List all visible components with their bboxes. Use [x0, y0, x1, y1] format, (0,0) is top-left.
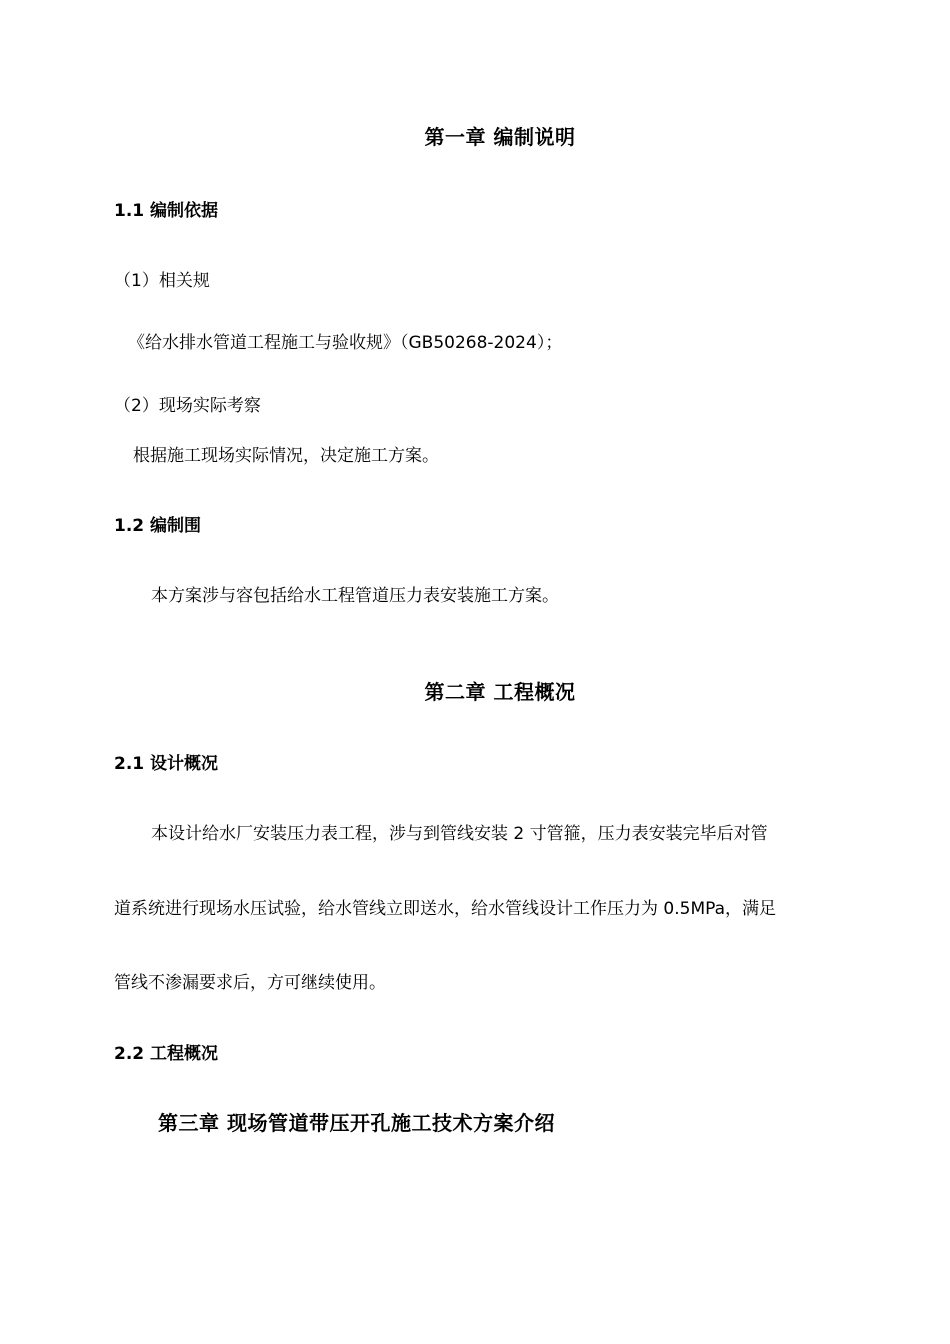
item-2-text: 根据施工现场实际情况，决定施工方案。 [133, 446, 439, 466]
chapter-2-title: 第二章 工程概况 [424, 680, 576, 704]
item-1-text: 《给水排水管道工程施工与验收规》（GB50268-2024）； [128, 333, 563, 353]
section-2-1-heading: 2.1 设计概况 [114, 754, 219, 774]
chapter-3-title: 第三章 现场管道带压开孔施工技术方案介绍 [158, 1111, 555, 1135]
item-1-label: （1）相关规 [114, 271, 210, 291]
section-1-2-text: 本方案涉与容包括给水工程管道压力表安装施工方案。 [151, 586, 559, 606]
chapter-1-title: 第一章 编制说明 [424, 125, 576, 149]
design-overview-line-2: 道系统进行现场水压试验，给水管线立即送水，给水管线设计工作压力为 0.5MPa，满足 [114, 899, 777, 919]
section-1-2-heading: 1.2 编制围 [114, 516, 202, 536]
design-overview-line-3: 管线不渗漏要求后，方可继续使用。 [114, 973, 386, 993]
section-1-1-heading: 1.1 编制依据 [114, 201, 219, 221]
item-2-label: （2）现场实际考察 [114, 396, 261, 416]
design-overview-line-1: 本设计给水厂安装压力表工程，涉与到管线安装 2 寸管箍，压力表安装完毕后对管 [151, 824, 768, 844]
section-2-2-heading: 2.2 工程概况 [114, 1044, 219, 1064]
